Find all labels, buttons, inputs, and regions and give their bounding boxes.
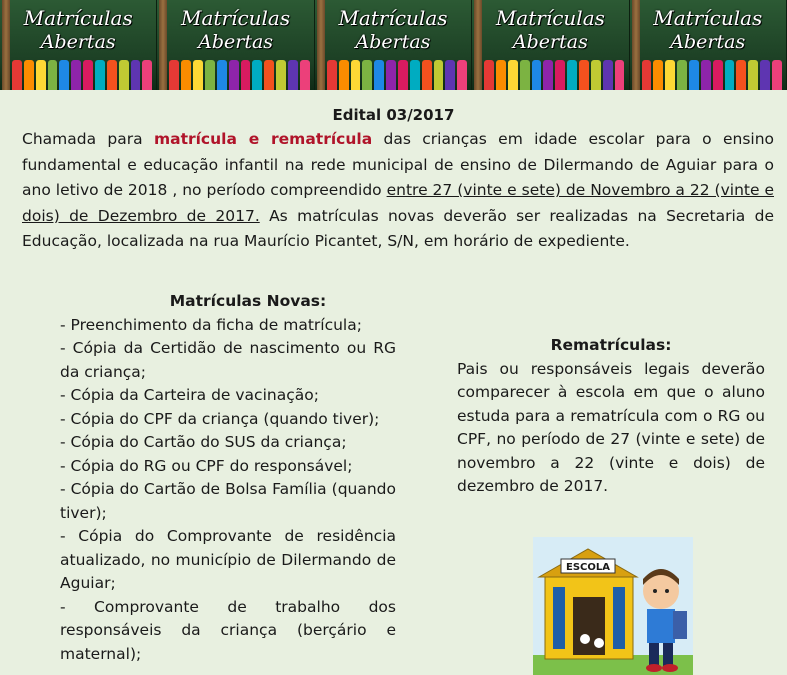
banner-tile [0, 0, 157, 90]
re-enrollment-heading: Rematrículas: [550, 336, 672, 354]
intro-text: das crianças em idade escolar para o ensino fundamental e educação infantil na rede municipal de ensino de Dilermando de Aguiar para o ano letivo de 2018 , no período compreendido [22, 130, 775, 199]
banner-tile [472, 0, 629, 90]
list-item: - Cópia do CPF da criança (quando tiver); [60, 409, 380, 428]
intro-highlight: matrícula e rematrícula [153, 130, 373, 148]
banner-line1: Matrículas [23, 6, 133, 30]
intro-text: Chamada para [22, 130, 154, 148]
edital-title: Edital 03/2017 [332, 106, 455, 124]
colored-pencils-icon [484, 60, 624, 90]
list-item: - Cópia do RG ou CPF do responsável; [60, 456, 353, 475]
intro-text: As matrículas novas deverão ser realizadas na Secretaria de Educação, localizada na rua Maurício Picantet, S/N, em horário de expediente. [22, 206, 774, 250]
banner-line2: Abertas [40, 31, 116, 53]
new-enrollment-section [60, 290, 396, 666]
list-item: - Preenchimento da ficha de matrícula; [60, 315, 362, 334]
banner-line1: Matrículas [495, 6, 605, 30]
colored-pencils-icon [642, 60, 782, 90]
school-building-icon [533, 537, 693, 675]
intro-paragraph [22, 127, 774, 255]
banner-tile [630, 0, 787, 90]
colored-pencils-icon [327, 60, 467, 90]
header-banner [0, 0, 787, 90]
banner-line2: Abertas [198, 31, 274, 53]
banner-line2: Abertas [670, 31, 746, 53]
banner-line1: Matrículas [653, 6, 763, 30]
banner-line1: Matrículas [181, 6, 291, 30]
school-illustration [533, 537, 693, 675]
banner-tile [315, 0, 472, 90]
colored-pencils-icon [169, 60, 309, 90]
list-item: - Cópia do Cartão do SUS da criança; [60, 433, 347, 451]
list-item: - Cópia do Comprovante de residência atualizado, no município de Dilermando de Aguiar; [60, 527, 396, 592]
intro-period: entre 27 (vinte e sete) de Novembro a 22 (vinte e dois) de Dezembro de 2017. [22, 181, 774, 225]
notice-body [0, 90, 787, 675]
school-sign: ESCOLA [566, 562, 610, 573]
list-item: - Cópia do Cartão de Bolsa Família (quando tiver); [60, 480, 396, 522]
banner-line2: Abertas [512, 31, 588, 53]
banner-line1: Matrículas [338, 6, 448, 30]
list-item: - Comprovante de trabalho dos responsáveis da criança (berçário e maternal); [60, 597, 396, 663]
re-enrollment-section [457, 334, 765, 499]
colored-pencils-icon [12, 60, 152, 90]
banner-tile [157, 0, 314, 90]
re-enrollment-text: Pais ou responsáveis legais deverão comparecer à escola em que o aluno estuda para a rematrícula com o RG ou CPF, no período de 27 (vinte e sete) de novembro a 22 (vinte e dois) de dezembro de 2017. [457, 359, 765, 495]
banner-line2: Abertas [355, 31, 431, 53]
new-enrollment-heading: Matrículas Novas: [169, 292, 327, 310]
list-item: - Cópia da Carteira de vacinação; [60, 386, 319, 404]
list-item: - Cópia da Certidão de nascimento ou RG da criança; [60, 339, 396, 381]
